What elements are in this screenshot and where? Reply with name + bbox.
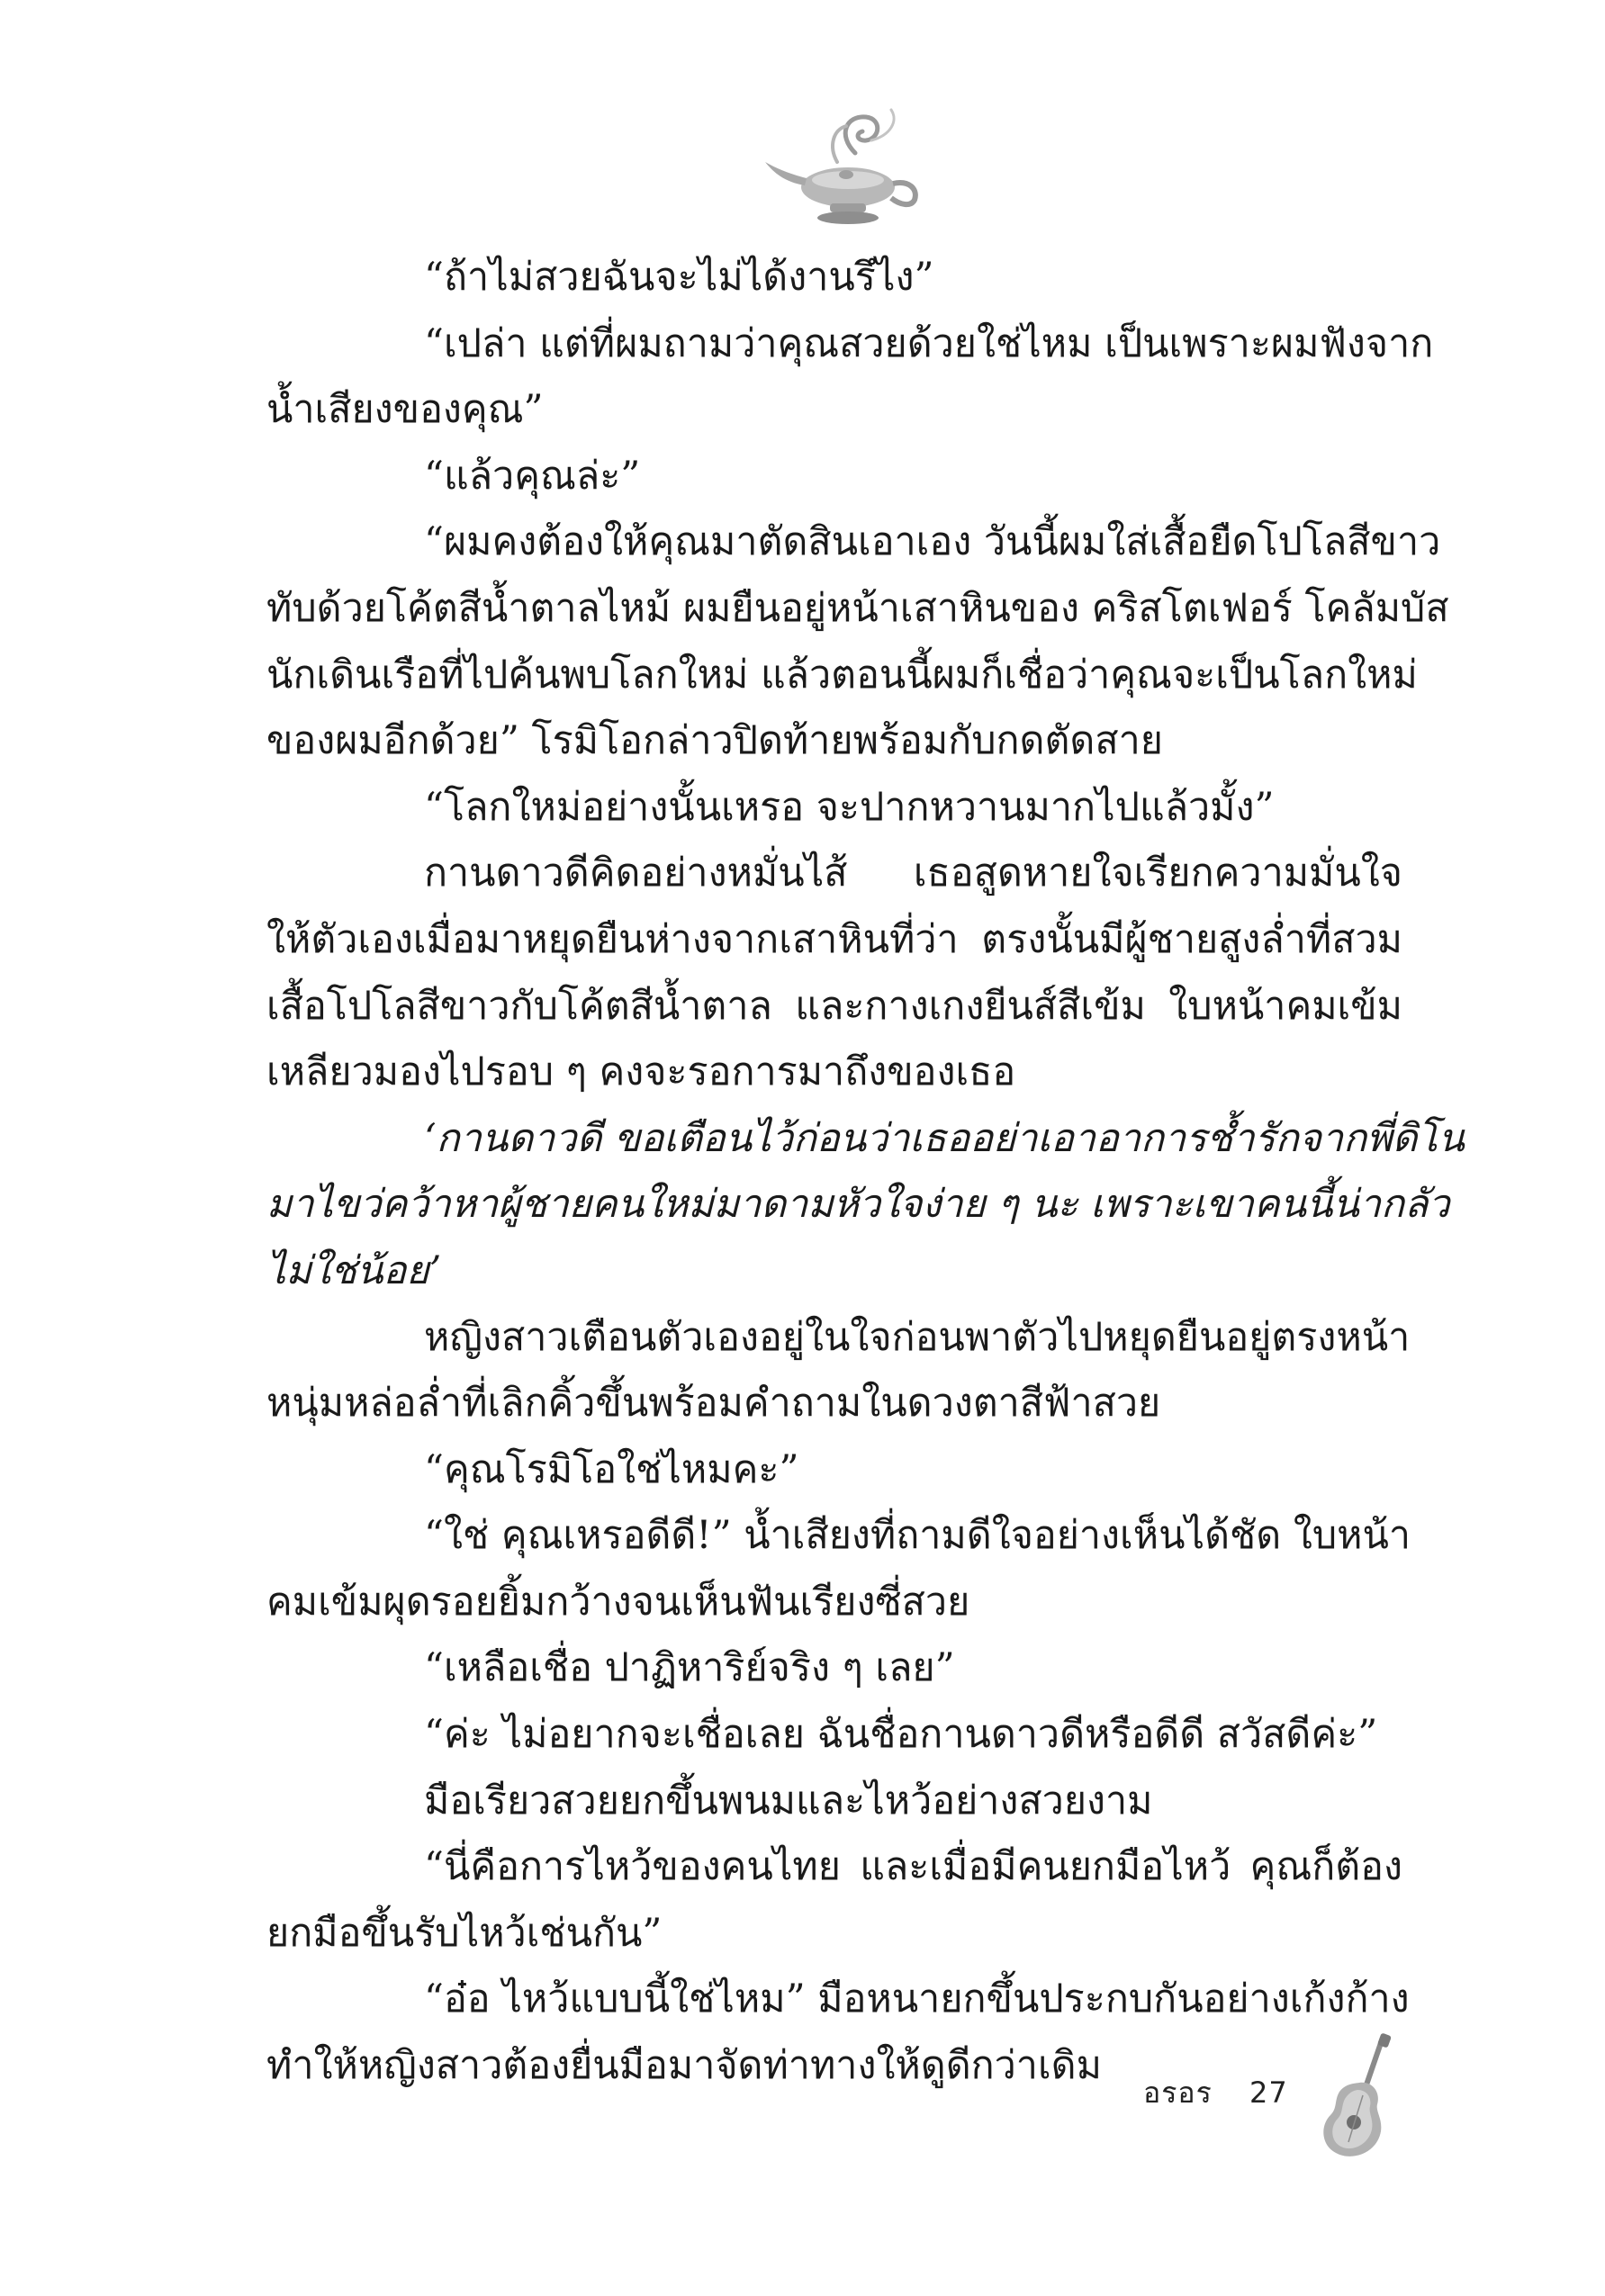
- text-line: กานดาวดีคิดอย่างหมั่นไส้ เธอสูดหายใจเรียกความมั่นใจ: [424, 851, 1402, 896]
- text-line-italic: ไม่ใช่น้อย’: [266, 1247, 442, 1293]
- text-line: “ใช่ คุณเหรอดีดี!” น้ำเสียงที่ถามดีใจอย่างเห็นได้ชัด ใบหน้า: [424, 1513, 1411, 1559]
- text-line: เสื้อโปโลสีขาวกับโค้ตสีน้ำตาล และกางเกงยีนส์สีเข้ม ใบหน้าคมเข้ม: [266, 983, 1402, 1029]
- text-line: คมเข้มผุดรอยยิ้มกว้างจนเห็นฟันเรียงซี่สวย: [266, 1579, 970, 1625]
- text-line: ของผมอีกด้วย” โรมิโอกล่าวปิดท้ายพร้อมกับกดตัดสาย: [266, 718, 1163, 764]
- text-line: “ผมคงต้องให้คุณมาตัดสินเอาเอง วันนี้ผมใส่เสื้อยืดโปโลสีขาว: [424, 519, 1441, 565]
- guitar-icon: [1312, 2032, 1402, 2167]
- text-line: น้ำเสียงของคุณ”: [266, 387, 544, 433]
- text-line-italic: มาไขว่คว้าหาผู้ชายคนใหม่มาดามหัวใจง่าย ๆ นะ เพราะเขาคนนี้น่ากลัว: [266, 1182, 1450, 1228]
- text-line: “ถ้าไม่สวยฉันจะไม่ได้งานรึไง”: [424, 255, 934, 300]
- text-line-italic: ‘กานดาวดี ขอเตือนไว้ก่อนว่าเธออย่าเอาอาการช้ำรักจากพี่ดิโน: [424, 1115, 1465, 1161]
- text-line: “คุณโรมิโอใช่ไหมคะ”: [424, 1446, 799, 1492]
- text-line: มือเรียวสวยยกขึ้นพนมและไหว้อย่างสวยงาม: [424, 1778, 1153, 1823]
- text-line: “แล้วคุณล่ะ”: [424, 453, 641, 499]
- page-footer: [1143, 2070, 1288, 2116]
- text-line: “ค่ะ ไม่อยากจะเชื่อเลย ฉันชื่อกานดาวดีหรือดีดี สวัสดีค่ะ”: [424, 1712, 1378, 1758]
- author-name: อรอร: [1143, 2075, 1213, 2110]
- text-line: “เปล่า แต่ที่ผมถามว่าคุณสวยด้วยใช่ไหม เป็นเพราะผมฟังจาก: [424, 320, 1434, 366]
- text-line: “เหลือเชื่อ ปาฏิหาริย์จริง ๆ เลย”: [424, 1645, 955, 1691]
- text-line: ยกมือขึ้นรับไหว้เช่นกัน”: [266, 1910, 663, 1956]
- text-line: “นี่คือการไหว้ของคนไทย และเมื่อมีคนยกมือไหว้ คุณก็ต้อง: [424, 1844, 1402, 1890]
- body-text: [266, 245, 1465, 2100]
- text-line: “โลกใหม่อย่างนั้นเหรอ จะปากหวานมากไปแล้วมั้ง”: [424, 784, 1275, 830]
- text-line: ทำให้หญิงสาวต้องยื่นมือมาจัดท่าทางให้ดูดีกว่าเดิม: [266, 2043, 1102, 2089]
- text-line: หนุ่มหล่อล่ำที่เลิกคิ้วขึ้นพร้อมคำถามในดวงตาสีฟ้าสวย: [266, 1381, 1161, 1427]
- text-line: ให้ตัวเองเมื่อมาหยุดยืนห่างจากเสาหินที่ว่า ตรงนั้นมีผู้ชายสูงล่ำที่สวม: [266, 916, 1402, 962]
- text-line: “อ๋อ ไหว้แบบนี้ใช่ไหม” มือหนายกขึ้นประกบกันอย่างเก้งก้าง: [424, 1976, 1410, 2022]
- page-number: 27: [1249, 2075, 1288, 2110]
- genie-lamp-icon: [756, 99, 936, 234]
- text-line: หญิงสาวเตือนตัวเองอยู่ในใจก่อนพาตัวไปหยุดยืนอยู่ตรงหน้า: [424, 1314, 1411, 1360]
- text-line: นักเดินเรือที่ไปค้นพบโลกใหม่ แล้วตอนนี้ผมก็เชื่อว่าคุณจะเป็นโลกใหม่: [266, 652, 1418, 698]
- text-line: ทับด้วยโค้ตสีน้ำตาลไหม้ ผมยืนอยู่หน้าเสาหินของ คริสโตเฟอร์ โคลัมบัส: [266, 585, 1449, 631]
- text-line: เหลียวมองไปรอบ ๆ คงจะรอการมาถึงของเธอ: [266, 1049, 1016, 1095]
